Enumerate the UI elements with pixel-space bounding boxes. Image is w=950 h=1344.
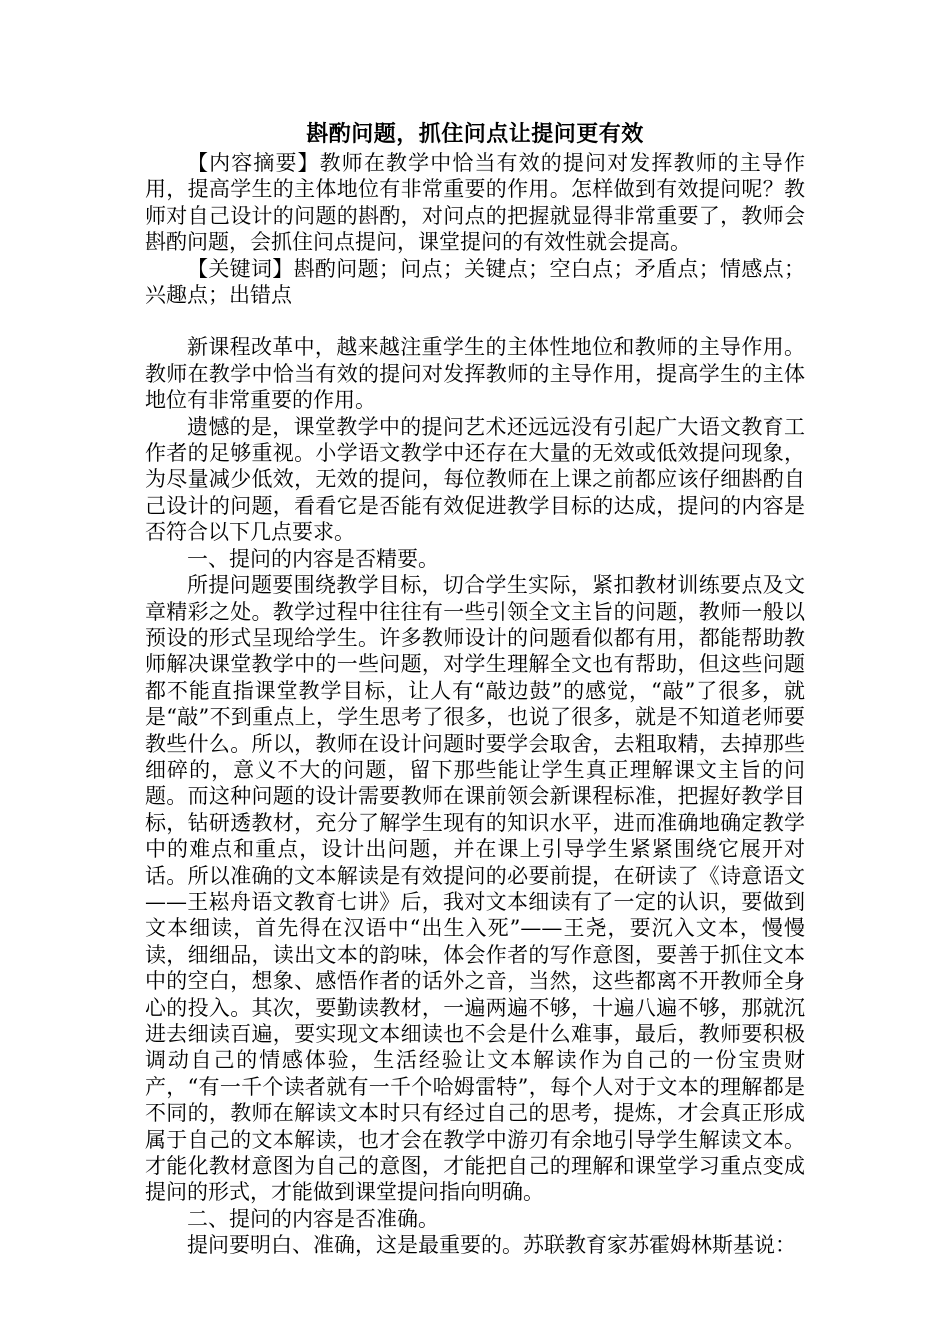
blank-line: [145, 308, 805, 334]
document-page: [145, 118, 805, 1259]
abstract-paragraph: 【内容摘要】教师在教学中恰当有效的提问对发挥教师的主导作用，提高学生的主体地位有非常重要的作用。怎样做到有效提问呢？教师对自己设计的问题的斟酌，对问点的把握就显得非常重要了，教师会斟酌问题，会抓住问点提问，课堂提问的有效性就会提高。: [145, 151, 805, 255]
body-paragraph: 遗憾的是，课堂教学中的提问艺术还远远没有引起广大语文教育工作者的足够重视。小学语文教学中还存在大量的无效或低效提问现象，为尽量减少低效，无效的提问，每位教师在上课之前都应该仔细斟酌自己设计的问题，看看它是否能有效促进教学目标的达成，提问的内容是否符合以下几点要求。: [145, 414, 805, 545]
body-paragraph: 提问要明白、准确，这是最重要的。苏联教育家苏霍姆林斯基说：: [187, 1233, 796, 1258]
document-title: 斟酌问题，抓住问点让提问更有效: [306, 121, 644, 147]
body-paragraph: 新课程改革中，越来越注重学生的主体性地位和教师的主导作用。教师在教学中恰当有效的提问对发挥教师的主导作用，提高学生的主体地位有非常重要的作用。: [145, 335, 805, 413]
section-heading: 一、提问的内容是否精要。: [187, 546, 439, 571]
body-paragraph: 所提问题要围绕教学目标，切合学生实际，紧扣教材训练要点及文章精彩之处。教学过程中往往有一些引领全文主旨的问题，教师一般以预设的形式呈现给学生。许多教师设计的问题看似都有用，都能帮助教师解决课堂教学中的一些问题，对学生理解全文也有帮助，但这些问题都不能直指课堂教学目标，让人有“敲边鼓”的感觉，“敲”了很多，就是“敲”不到重点上，学生思考了很多，也说了很多，就是不知道老师要教些什么。所以，教师在设计问题时要学会取舍，去粗取精，去掉那些细碎的，意义不大的问题，留下那些能让学生真正理解课文主旨的问题。而这种问题的设计需要教师在课前领会新课程标准，把握好教学目标，钻研透教材，充分了解学生现有的知识水平，进而准确地确定教学中的难点和重点，设计出问题，并在课上引导学生紧紧围绕它展开对话。所以准确的文本解读是有效提问的必要前提，在研读了《诗意语文——王崧舟语文教育七讲》后，我对文本细读有了一定的认识，要做到文本细读，首先得在汉语中“出生入死”——王尧，要沉入文本，慢慢读，细细品，读出文本的韵味，体会作者的写作意图，要善于抓住文本中的空白，想象、感悟作者的话外之音，当然，这些都离不开教师全身心的投入。其次，要勤读教材，一遍两遍不够，十遍八遍不够，那就沉进去细读百遍，要实现文本细读也不会是什么难事，最后，教师要积极调动自己的情感体验，生活经验让文本解读作为自己的一份宝贵财产，“有一千个读者就有一千个哈姆雷特”，每个人对于文本的理解都是不同的，教师在解读文本时只有经过自己的思考，提炼，才会真正形成属于自己的文本解读，也才会在教学中游刃有余地引导学生解读文本。才能化教材意图为自己的意图，才能把自己的理解和课堂学习重点变成提问的形式，才能做到课堂提问指向明确。: [145, 573, 805, 1205]
section-heading: 二、提问的内容是否准确。: [187, 1206, 439, 1231]
keywords-paragraph: 【关键词】斟酌问题；问点；关键点；空白点；矛盾点；情感点；兴趣点；出错点: [145, 256, 805, 308]
